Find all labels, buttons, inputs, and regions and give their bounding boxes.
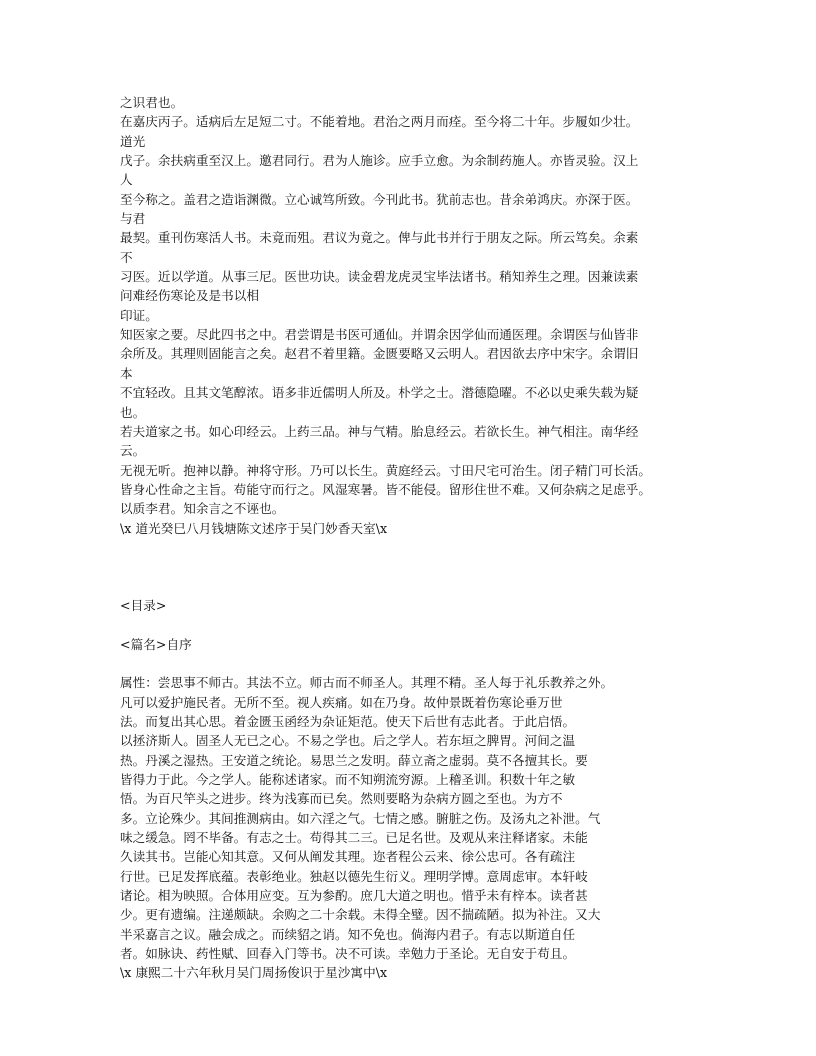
preface-line: 若夫道家之书。如心印经云。上药三品。神与气精。胎息经云。若欲长生。神气相注。南华经 <box>120 423 639 439</box>
preface-line: 本 <box>120 365 133 381</box>
attributes-line: 者。如脉诀、药性赋、回春入门等书。决不可读。幸勉力于圣论。无自安于苟且。 <box>120 946 576 962</box>
preface-line: 问难经伤寒论及是书以相 <box>120 288 260 304</box>
attributes-line: 属性：尝思事不师古。其法不立。师古而不师圣人。其理不精。圣人每于礼乐教养之外。 <box>120 675 614 691</box>
preface-line: 习医。近以学道。从事三尼。医世功诀。读金碧龙虎灵宝毕法诸书。稍知养生之理。因兼读素 <box>120 269 639 285</box>
preface-line: 在嘉庆丙子。适病后左足短二寸。不能着地。君治之两月而痊。至今将二十年。步履如少壮。 <box>120 114 639 130</box>
attributes-signature: \x 康熙二十六年秋月吴门周扬俊识于星沙寓中\x <box>120 965 388 981</box>
blank-line <box>120 615 702 634</box>
preface-line: 无视无听。抱神以静。神将守形。乃可以长生。黄庭经云。寸田尺宅可治生。闭子精门可长活。 <box>120 462 652 478</box>
attributes-line: 以拯济斯人。固圣人无已之心。不易之学也。后之学人。若东垣之脾胃。河间之温 <box>120 733 576 749</box>
toc-heading: <目录> <box>120 597 167 613</box>
preface-line: 人 <box>120 172 133 188</box>
attributes-line: 凡可以爱护施民者。无所不至。视人疾痛。如在乃身。故仲景既着伤寒论垂万世 <box>120 694 563 710</box>
preface-line: 印证。 <box>120 307 158 323</box>
preface-line: 皆身心性命之主旨。苟能守而行之。风湿寒暑。皆不能侵。留形住世不难。又何杂病之足虑乎。 <box>120 481 652 497</box>
document-page <box>120 93 702 983</box>
preface-line: 道光 <box>120 133 146 149</box>
chapter-heading: <篇名>自序 <box>120 636 192 652</box>
preface-line: 云。 <box>120 443 146 459</box>
preface-line: 戊子。余扶病重至汉上。邀君同行。君为人施诊。应手立愈。为余制药施人。亦皆灵验。汉上 <box>120 153 639 169</box>
attributes-line: 悟。为百尺竿头之进步。终为浅寡而已矣。然则要略为杂病方圆之至也。为方不 <box>120 791 563 807</box>
preface-signature: \x 道光癸巳八月钱塘陈文述序于吴门妙香天室\x <box>120 520 388 536</box>
preface-line: 不 <box>120 249 133 265</box>
attributes-line: 久读其书。岂能心知其意。又何从阐发其理。迩者程公云来、徐公忠可。各有疏注 <box>120 849 576 865</box>
preface-line: 以质李君。知余言之不诬也。 <box>120 501 285 517</box>
preface-line: 至今称之。盖君之造诣渊微。立心诚笃所致。今刊此书。犹前志也。昔余弟鸿庆。亦深于医。 <box>120 191 639 207</box>
preface-section <box>120 93 702 538</box>
attributes-line: 行世。已足发挥底蕴。表彰绝业。独赵以德先生衍义。理明学博。意周虑审。本轩岐 <box>120 868 588 884</box>
preface-line: 之识君也。 <box>120 95 184 110</box>
preface-line: 与君 <box>120 211 146 227</box>
blank-line <box>120 557 702 576</box>
attributes-line: 多。立论殊少。其间推测病由。如六淫之气。七情之感。腑脏之伤。及汤丸之补泄。气 <box>120 810 601 826</box>
preface-line: 知医家之要。尽此四书之中。君尝谓是书医可通仙。并谓余因学仙而通医理。余谓医与仙皆非 <box>120 327 639 343</box>
attributes-line: 味之缓急。罔不毕备。有志之士。苟得其二三。已足名世。及观从来注释诸家。未能 <box>120 830 588 846</box>
blank-line <box>120 654 702 673</box>
preface-line: 最契。重刊伤寒活人书。未竟而殂。君议为竟之。俾与此书并行于朋友之际。所云笃矣。余素 <box>120 230 639 246</box>
blank-line <box>120 577 702 596</box>
attributes-line: 少。更有遗编。注递颇缺。余购之二十余载。未得全璧。因不揣疏陋。拟为补注。又大 <box>120 907 601 923</box>
preface-line: 余所及。其理则固能言之矣。赵君不着里籍。金匮要略又云明人。君因欲去序中宋字。余谓旧 <box>120 346 639 362</box>
blank-line <box>120 538 702 557</box>
attributes-section <box>120 673 702 983</box>
attributes-line: 诸论。相为映照。合体用应变。互为参酌。庶几大道之明也。惜乎未有梓本。读者甚 <box>120 888 588 904</box>
preface-line: 不宜轻改。且其文笔醇浓。语多非近儒明人所及。朴学之士。潜德隐曜。不必以史乘失载为疑 <box>120 385 639 401</box>
attributes-line: 半采嘉言之议。融会成之。而续貂之诮。知不免也。倘海内君子。有志以斯道自任 <box>120 926 576 942</box>
preface-line: 也。 <box>120 404 146 420</box>
attributes-line: 皆得力于此。今之学人。能称述诸家。而不知朔流穷源。上稽圣训。积数十年之敏 <box>120 772 576 788</box>
attributes-line: 热。丹溪之湿热。王安道之统论。易思兰之发明。薛立斋之虚弱。莫不各擅其长。要 <box>120 752 588 768</box>
attributes-line: 法。而复出其心思。着金匮玉函经为杂证矩范。使天下后世有志此者。于此启悟。 <box>120 714 576 729</box>
